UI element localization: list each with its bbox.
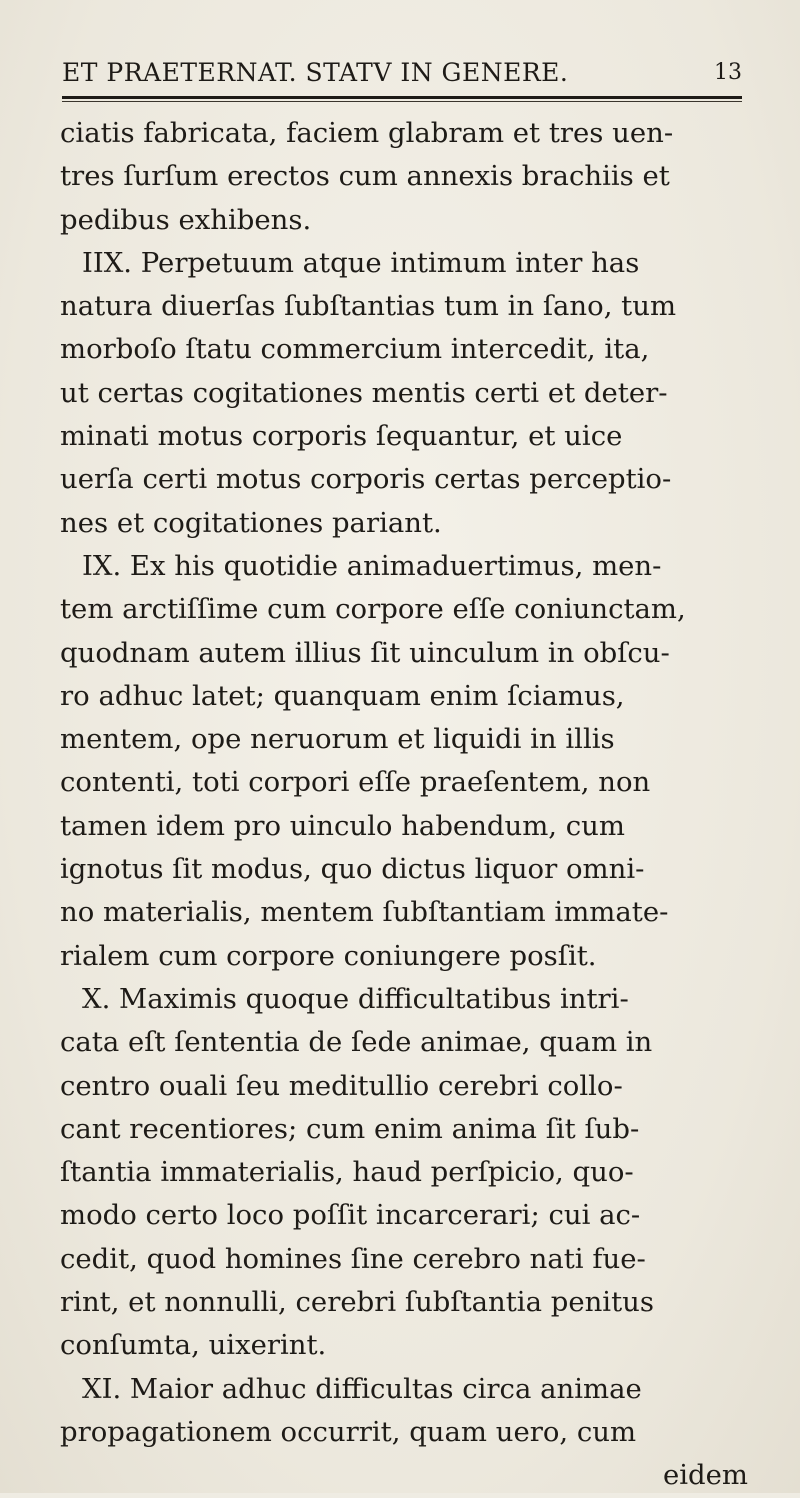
text-line: tamen idem pro uinculo habendum, cum	[60, 809, 625, 842]
text-line: conſumta, uixerint.	[60, 1329, 327, 1362]
text-line: contenti, toti corpori eſſe praeſentem, non	[60, 766, 651, 799]
text-line: quodnam autem illius ſit uinculum in obſcu-	[60, 636, 670, 669]
text-line: pedibus exhibens.	[60, 203, 312, 236]
text-line: cedit, quod homines ſine cerebro nati fue-	[60, 1242, 646, 1275]
text-line: ignotus ſit modus, quo dictus liquor omni-	[60, 853, 645, 886]
catchword: eidem	[662, 1459, 748, 1492]
text-line: tres ſurſum erectos cum annexis brachiis et	[60, 160, 670, 193]
section-start-line: IIX. Perpetuum atque intimum inter has	[82, 246, 640, 279]
text-line: centro ouali ſeu meditullio cerebri collo-	[60, 1069, 623, 1102]
header-rule	[62, 96, 742, 99]
text-line: nes et cogitationes pariant.	[60, 506, 442, 539]
text-line: rint, et nonnulli, cerebri ſubſtantia penitus	[60, 1286, 654, 1319]
running-head: ET PRAETERNAT. STATV IN GENERE.	[62, 58, 569, 87]
text-line: morboſo ſtatu commercium intercedit, ita,	[60, 333, 650, 366]
page-number: 13	[714, 60, 742, 85]
text-line: mentem, ope neruorum et liquidi in illis	[60, 723, 615, 756]
text-line: natura diuerſas ſubſtantias tum in ſano, tum	[60, 290, 677, 323]
text-line: ſtantia immaterialis, haud perſpicio, quo-	[60, 1156, 634, 1189]
section-start-line: XI. Maior adhuc difficultas circa animae	[82, 1372, 642, 1405]
body-text	[60, 112, 750, 1498]
text-line: modo certo loco poſſit incarcerari; cui ac-	[60, 1199, 641, 1232]
section-start-line: IX. Ex his quotidie animaduertimus, men-	[82, 549, 662, 582]
text-line: ut certas cogitationes mentis certi et deter-	[60, 376, 668, 409]
text-line: rialem cum corpore coniungere posſit.	[60, 939, 597, 972]
text-line: propagationem occurrit, quam uero, cum	[60, 1415, 637, 1448]
page-header	[62, 58, 742, 98]
text-line: cant recentiores; cum enim anima ſit ſub-	[60, 1112, 640, 1145]
text-line: tem arctiſſime cum corpore eſſe coniunctam,	[60, 593, 686, 626]
text-line: minati motus corporis ſequantur, et uice	[60, 420, 623, 453]
text-line: cata eſt ſententia de ſede animae, quam in	[60, 1026, 653, 1059]
text-line: ciatis fabricata, faciem glabram et tres uen-	[60, 117, 674, 149]
header-rule-thin	[62, 101, 742, 102]
text-line: uerſa certi motus corporis certas perceptio-	[60, 463, 672, 496]
section-start-line: X. Maximis quoque difficultatibus intri-	[82, 982, 629, 1015]
text-line: ro adhuc latet; quanquam enim ſciamus,	[60, 679, 625, 712]
text-line: no materialis, mentem ſubſtantiam immate-	[60, 896, 669, 929]
